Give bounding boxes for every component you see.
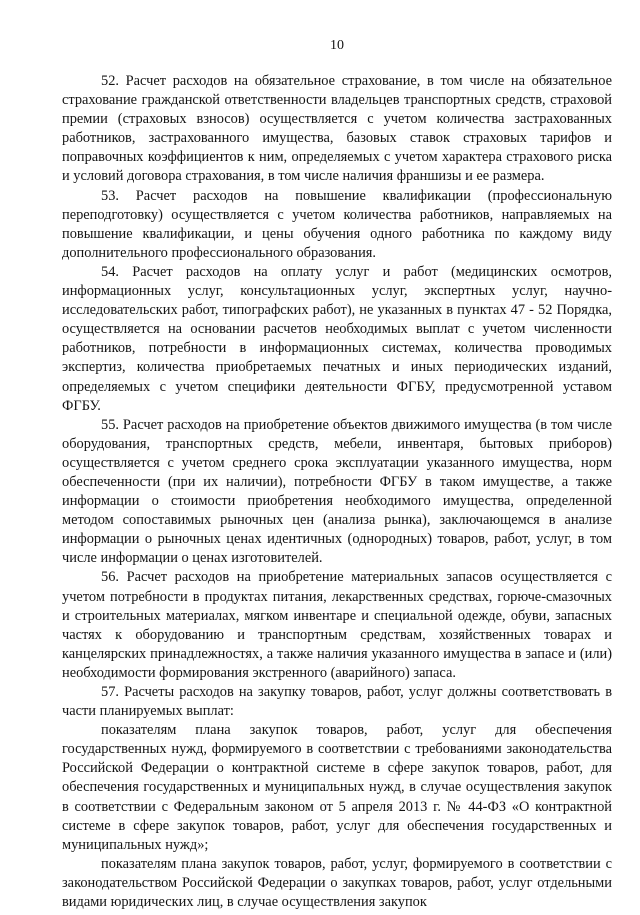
paragraph-55: 55. Расчет расходов на приобретение объектов движимого имущества (в том числе оборудования, транспортных средств, мебели, инвентаря, бытовых приборов) осуществляется с учетом среднего срока эксплуатации указанного имущества, норм обеспеченности (при их наличии), потребности ФГБУ в таком имуществе, а также информации о стоимости приобретения необходимого имущества, определенной методом сопоставимых рыночных цен (анализа рынка), заключающемся в анализе информации о рыночных ценах идентичных (однородных) товаров, работ, услуг, в том числе информации о ценах изготовителей.	[62, 416, 612, 567]
paragraph-53: 53. Расчет расходов на повышение квалификации (профессиональную переподготовку) осуществляется с учетом количества работников, направляемых на повышение квалификации, и цены обучения одного работника по каждому виду дополнительного профессионального образования.	[62, 187, 612, 261]
paragraph-54: 54. Расчет расходов на оплату услуг и работ (медицинских осмотров, информационных услуг, консультационных услуг, экспертных услуг, научно-исследовательских работ, типографских работ), не указанных в пунктах 47 - 52 Порядка, осуществляется на основании расчетов необходимых выплат с учетом численности работников, потребности в информационных системах, количества проводимых экспертиз, количества приобретаемых печатных и иных периодических изданий, определяемых с учетом специфики деятельности ФГБУ, предусмотренной уставом ФГБУ.	[62, 263, 612, 414]
paragraph-57-item-1: показателям плана закупок товаров, работ, услуг для обеспечения государственных нужд, формируемого в соответствии с требованиями законодательства Российской Федерации о контрактной системе в сфере закупок товаров, работ, для обеспечения государственных и муниципальных нужд, в случае осуществления закупок в соответствии с Федеральным законом от 5 апреля 2013 г. № 44-ФЗ «О контрактной системе в сфере закупок товаров, работ, услуг для обеспечения государственных и муниципальных нужд»;	[62, 722, 612, 853]
paragraph-57: 57. Расчеты расходов на закупку товаров, работ, услуг должны соответствовать в части планируемых выплат:	[62, 684, 612, 720]
paragraph-52: 52. Расчет расходов на обязательное страхование, в том числе на обязательное страхование гражданской ответственности владельцев транспортных средств, страховой премии (страховых взносов) осуществляется с учетом количества застрахованных работников, застрахованного имущества, базовых ставок страховых тарифов и поправочных коэффициентов к ним, определяемых с учетом характера страхового риска и условий договора страхования, в том числе наличия франшизы и ее размера.	[62, 73, 612, 185]
page-number: 10	[330, 38, 344, 53]
paragraph-57-item-2: показателям плана закупок товаров, работ, услуг, формируемого в соответствии с законодательством Российской Федерации о закупках товаров, работ, услуг отдельными видами юридических лиц, в случае осуществления закупок	[62, 855, 612, 911]
paragraph-56: 56. Расчет расходов на приобретение материальных запасов осуществляется с учетом потребности в продуктах питания, лекарственных средствах, горюче-смазочных и строительных материалах, мягком инвентаре и специальной одежде, обуви, запасных частях к оборудованию и транспортным средствам, хозяйственных товарах и канцелярских принадлежностях, а также наличия указанного имущества в запасе и (или) необходимости формирования экстренного (аварийного) запаса.	[62, 569, 612, 681]
